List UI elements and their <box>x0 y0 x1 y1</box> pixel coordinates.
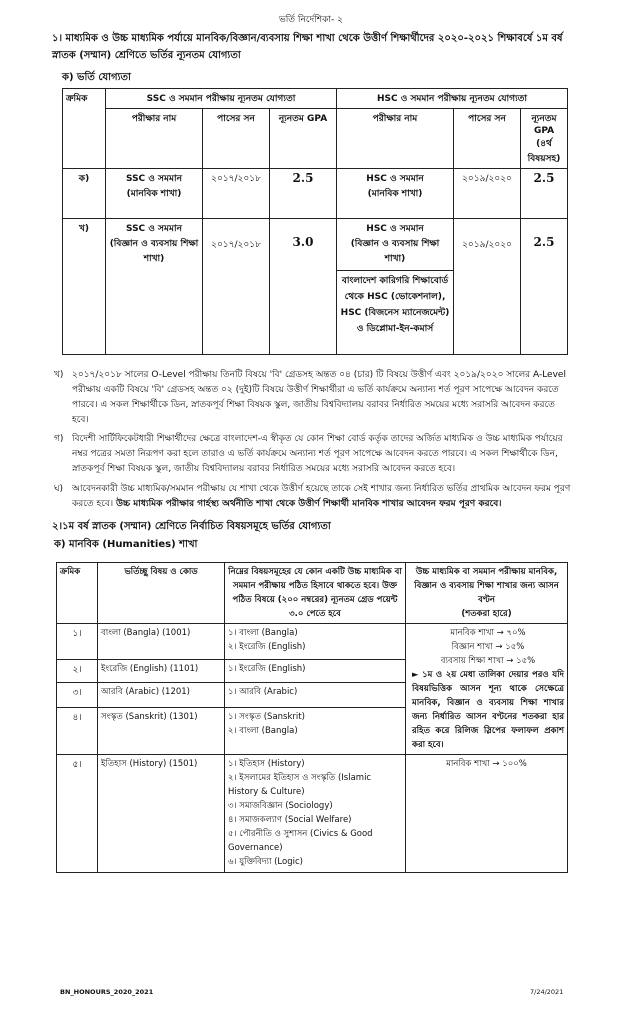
table-row: খ) SSC ও সমমান (বিজ্ঞান ও ব্যবসায় শিক্ষা শাখা) ২০১৭/২০১৮ 3.0 HSC ও সমমান (বিজ্ঞান ও ব্যবসায় শিক্ষা শাখা) ২০১৯/২০২০ 2.5 <box>63 219 568 271</box>
table-row: ২। ইংরেজি (English) (1101) ১। ইংরেজি (English) <box>57 659 568 682</box>
eligibility-table <box>62 88 568 355</box>
footer-date: 7/24/2021 <box>530 988 564 996</box>
ssc-exam-name-header: পরীক্ষার নাম <box>106 109 203 169</box>
section1-title: ১। মাধ্যমিক ও উচ্চ মাধ্যমিক পর্যায়ে মানবিক/বিজ্ঞান/ব্যবসায় শিক্ষা শাখা থেকে উত্তীর্ণ শিক্ষার্থীদের ২০২০-২০২১ শিক্ষাবর্ষে ১ম বর্ষ স্নাতক (সম্মান) শ্রেণিতে ভর্তির ন্যূনতম যোগ্যতা <box>52 33 563 61</box>
table-row: ৪। সংস্কৃত (Sanskrit) (1301) ১। সংস্কৃত (Sanskrit) ২। বাংলা (Bangla) <box>57 708 568 755</box>
footer-left: BN_HONOURS_2020_2021 <box>60 988 154 996</box>
ssc-pass-year-header: পাসের সন <box>203 109 270 169</box>
section2-title: ২।১ম বর্ষ স্নাতক (সম্মান) শ্রেণিতে নির্বাচিত বিষয়সমূহে ভর্তির যোগ্যতা <box>52 521 331 532</box>
table-row: ১। বাংলা (Bangla) (1001) ১। বাংলা (Bangla) ২। ইংরেজি (English) মানবিক শাখা → ৭০% বিজ্ঞান শাখা → ১৫% ব্যবসায় শিক্ষা শাখা → ১৫% ► ১ম ও ২য় মেধা তালিকা দেয়ার পরও যদি বিষয়ভিত্তিক আসন শূন্য থাকে সেক্ষেত্রে মানবিক, বিজ্ঞান ও ব্যবসায় শিক্ষা শাখার জন্য নির্ধারিত আসন বণ্টনের শতকরা হার রহিত করে রিলিজ স্লিপের ফলাফল প্রকাশ করা হবে। <box>57 624 568 660</box>
note-kha: খ) ২০১৭/২০১৮ সালের O-Level পরীক্ষায় তিনটি বিষয়ে 'বি' গ্রেডসহ অন্তত ০৪ (চার) টি বিষয়ে উত্তীর্ণ এবং ২০১৯/২০২০ সালের A-Level পরীক্ষায় একটি বিষয়ে 'বি' গ্রেডসহ অন্তত ০২ (দুই)টি বিষয়ে উত্তীর্ণ শিক্ষার্থীরা এ ভর্তি কার্যক্রমে অন্যান্য শর্ত পূরণ সাপেক্ষে আবেদন করতে পারবে। এ সকল শিক্ষার্থীকে ডিন, স্নাতকপূর্ব শিক্ষা বিষয়ক স্কুল, জাতীয় বিশ্ববিদ্যালয় বরাবর নির্ধারিত সময়ের মধ্যে সরাসরি আবেদন করতে হবে। <box>54 370 566 425</box>
table-row: ৩। আরবি (Arabic) (1201) ১। আরবি (Arabic) <box>57 683 568 708</box>
page-header: ভর্তি নির্দেশিকা- ২ <box>279 15 343 25</box>
ssc-group-header: SSC ও সমমান পরীক্ষায় ন্যূনতম যোগ্যতা <box>106 89 337 109</box>
col-serial: ক্রমিক <box>63 89 106 169</box>
hsc-gpa-header: ন্যূনতম GPA (৪র্থ বিষয়সহ) <box>521 109 568 169</box>
note-gha: ঘ) আবেদনকারী উচ্চ মাধ্যমিক/সমমান পরীক্ষায় যে শাখা থেকে উত্তীর্ণ হয়েছে তাকে সেই শাখার জন্য নির্ধারিত ভর্তির প্রাথমিক আবেদন ফরম পূরণ করতে হবে। উচ্চ মাধ্যমিক পরীক্ষার গার্হস্থ্য অর্থনীতি শাখা থেকে উত্তীর্ণ শিক্ষার্থী মানবিক শাখার আবেদন ফরম পূরণ করবে। <box>54 484 571 509</box>
ssc-gpa-header: ন্যূনতম GPA <box>270 109 337 169</box>
section1-sub-a: ক) ভর্তি যোগ্যতা <box>62 72 131 83</box>
hsc-exam-name-header: পরীক্ষার নাম <box>337 109 454 169</box>
table-row: ৫। ইতিহাস (History) (1501) ১। ইতিহাস (History) ২। ইসলামের ইতিহাস ও সংস্কৃতি (Islamic History & Culture) ৩। সমাজবিজ্ঞান (Sociology) ৪। সমাজকল্যাণ (Social Welfare) ৫। পৌরনীতি ও সুশাসন (Civics & Good Governance) ৬। যুক্তিবিদ্যা (Logic) মানবিক শাখা → ১০০% <box>57 755 568 873</box>
table-row: ক) SSC ও সমমান (মানবিক শাখা) ২০১৭/২০১৮ 2.5 HSC ও সমমান (মানবিক শাখা) ২০১৯/২০২০ 2.5 <box>63 169 568 219</box>
hsc-extra-note: বাংলাদেশ কারিগরি শিক্ষাবোর্ড থেকে HSC (ভোকেশনাল), HSC (বিজনেস ম্যানেজমেন্ট) ও ডিপ্লোমা-ইন-কমার্স <box>337 271 454 355</box>
section2-sub-a: ক) মানবিক (Humanities) শাখা <box>54 539 198 550</box>
allocation-cell: মানবিক শাখা → ৭০% বিজ্ঞান শাখা → ১৫% ব্যবসায় শিক্ষা শাখা → ১৫% ► ১ম ও ২য় মেধা তালিকা দেয়ার পরও যদি বিষয়ভিত্তিক আসন শূন্য থাকে সেক্ষেত্রে মানবিক, বিজ্ঞান ও ব্যবসায় শিক্ষা শাখার জন্য নির্ধারিত আসন বণ্টনের শতকরা হার রহিত করে রিলিজ স্লিপের ফলাফল প্রকাশ করা হবে। <box>406 624 568 755</box>
hsc-pass-year-header: পাসের সন <box>454 109 521 169</box>
note-ga: গ) বিদেশী সার্টিফিকেটধারী শিক্ষার্থীদের ক্ষেত্রে বাংলাদেশ-এ স্বীকৃত যে কোন শিক্ষা বোর্ড কর্তৃক তাদের অর্জিত মাধ্যমিক ও উচ্চ মাধ্যমিক পর্যায়ের নম্বর পত্রের সমতা নিরূপণ করা হলে তারাও এ ভর্তি কার্যক্রমে অন্যান্য শর্ত পূরণ সাপেক্ষে আবেদন করতে পারবে। এ সকল শিক্ষার্থীকে ডিন, স্নাতকপূর্ব শিক্ষা বিষয়ক স্কুল, জাতীয় বিশ্ববিদ্যালয় বরাবর নির্ধারিত সময়ের মধ্যে সরাসরি আবেদন করতে হবে। <box>54 434 563 474</box>
hsc-group-header: HSC ও সমমান পরীক্ষায় ন্যূনতম যোগ্যতা <box>337 89 568 109</box>
humanities-table: ক্রমিক ভর্তিচ্ছু বিষয় ও কোড নিম্নের বিষয়সমূহের যে কোন একটি উচ্চ মাধ্যমিক বা সমমান পরীক্ষায় পঠিত হিসাবে থাকতে হবে। উক্ত পঠিত বিষয়ে (২০০ নম্বরের) ন্যূনতম গ্রেড পয়েন্ট ৩.০ পেতে হবে উচ্চ মাধ্যমিক বা সমমান পরীক্ষায় মানবিক, বিজ্ঞান ও ব্যবসায় শিক্ষা শাখার জন্য আসন বণ্টন (শতকরা হারে) ১। বাংলা (Bangla) (1001) ১। বাংলা (Bangla) ২। ইংরেজি (English) মানবিক শাখা → ৭০% বিজ্ঞান শাখা → ১৫% ব্যবসায় শিক্ষা শাখা → ১৫% ► ১ম ও ২য় মেধা তালিকা দেয়ার পরও যদি বিষয়ভিত্তিক আসন শূন্য থাকে সেক্ষেত্রে মানবিক, বিজ্ঞান ও ব্যবসায় শিক্ষা শাখার জন্য নির্ধারিত আসন বণ্টনের শতকরা হার রহিত করে রিলিজ স্লিপের ফলাফল প্রকাশ করা হবে। ২। ইংরেজি (English) (1101) ১। ইংরেজি (English) ৩। আরবি (Arabic) (1201) ১। আরবি (Arabic) ৪। সংস্কৃত (Sanskrit) (1301) ১। সংস্কৃত (Sanskrit) ২। বাংলা (Bangla) ৫। ইতিহাস (History) (1501) ১। ইতিহাস (History) ২। ইসলামের ইতিহাস ও সংস্কৃতি (Islamic History & Culture) ৩। সমাজবিজ্ঞান (Sociology) ৪। সমাজকল্যাণ (Social Welfare) ৫। পৌরনীতি ও সুশাসন (Civics & Good Governance) ৬। যুক্তিবিদ্যা (Logic) মানবিক শাখা → ১০০% <box>56 562 568 873</box>
